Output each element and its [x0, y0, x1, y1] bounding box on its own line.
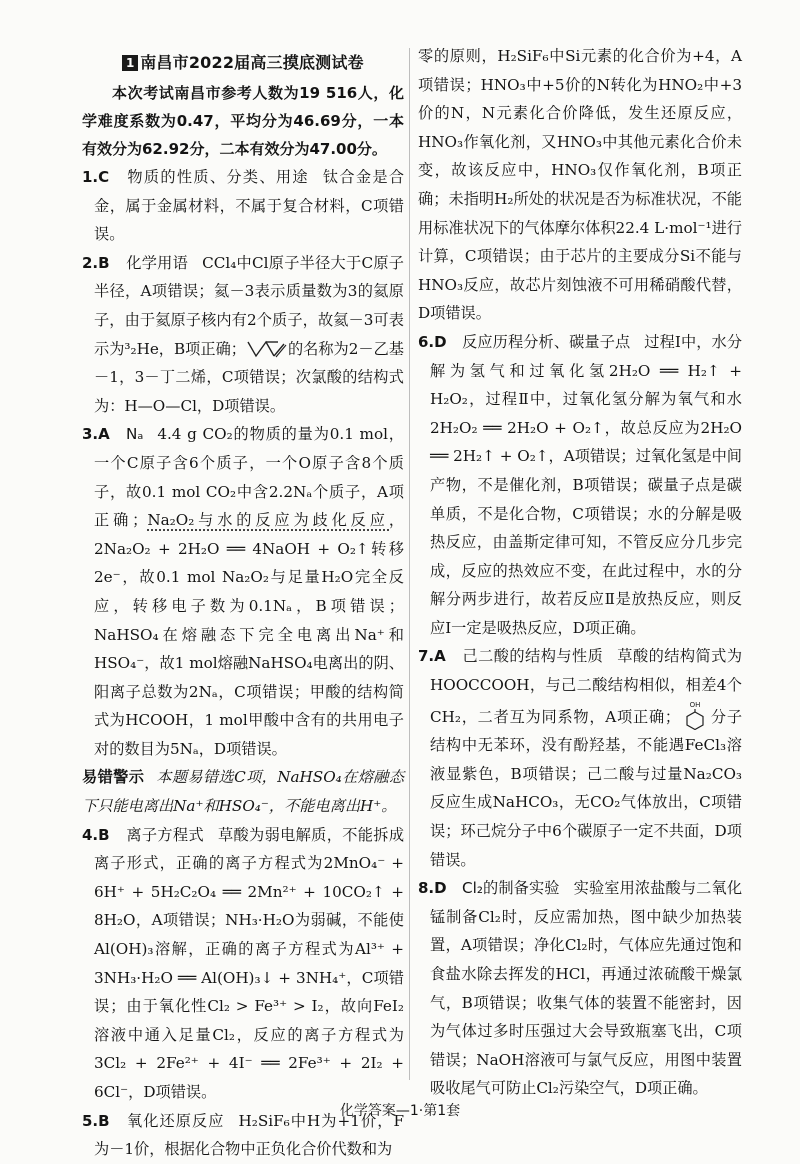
answer-text: 草酸的结构简式为HOOCCOOH，与己二酸结构相似，相差4个CH₂，二者互为同系物，A项正确；: [430, 647, 743, 726]
question-topic: Cl₂的制备实验: [462, 879, 560, 898]
question-number: 6.D: [418, 332, 447, 351]
question-topic: 反应历程分析、碳量子点: [462, 332, 631, 351]
exam-statistics: 本次考试南昌市参考人数为19 516人，化学难度系数为0.47，平均分为46.69分，一本有效分为62.92分，二本有效分为47.00分。: [82, 84, 404, 158]
question-number: 7.A: [418, 647, 446, 666]
diene-structure-icon: [246, 338, 288, 360]
answer-text-cont: 的名称为2－乙基－1，3－丁二烯，C项错误；次氯酸的结构式为：H—O—Cl，D项错误。: [94, 339, 404, 415]
page-footer: 化学答案—1·第1套: [339, 1103, 461, 1119]
answer-text: 实验室用浓盐酸与二氧化锰制备Cl₂时，反应需加热，图中缺少加热装置，A项错误；净化Cl₂时，气体应先通过饱和食盐水除去挥发的HCl，再通过浓硫酸干燥氯气，B项错误；收集气体的装置不能密封，因为气体过多时压强过大会导致瓶塞飞出，C项错误；NaOH溶液可与氯气反应，用图中装置吸收尾气可防止Cl₂污染空气，D项正确。: [430, 879, 743, 1098]
column-divider: [409, 48, 410, 1080]
answer-text: 过程Ⅰ中，水分解为氢气和过氧化氢2H₂O ══ H₂↑ + H₂O₂，过程Ⅱ中，过氧化氢分解为氧气和水2H₂O₂ ══ 2H₂O + O₂↑，故总反应为2H₂O ══ 2H₂↑ + O₂↑，A项错误；过氧化氢是中间产物，不是催化剂，B项错误；碳量子点是碳单质，不是化合物，C项错误；水的分解是吸热反应，由盖斯定律可知，不管反应分几步完成，反应的热效应不变，在此过程中，水的分解分两步进行，故若反应Ⅱ是放热反应，则反应Ⅰ一定是吸热反应，D项正确。: [430, 332, 743, 637]
question-number: 4.B: [82, 825, 110, 844]
answer-text-cont: ，2Na₂O₂ + 2H₂O ══ 4NaOH + O₂↑转移2e⁻，故0.1 mol Na₂O₂与足量H₂O完全反应，转移电子数为0.1Nₐ，B项错误；NaHSO₄在熔融态下完全电离出Na⁺和HSO₄⁻，故1 mol熔融NaHSO₄电离出的阴、阳离子总数为2Nₐ，C项错误；甲酸的结构简式为HCOOH，1 mol甲酸中含有的共用电子对的数目为5Nₐ，D项错误。: [94, 511, 405, 758]
answer-q4: [82, 821, 404, 1107]
page-title: [82, 50, 404, 73]
question-topic: 化学用语: [126, 253, 189, 272]
answer-q6: [418, 328, 742, 643]
answer-q5-continued: 零的原则，H₂SiF₆中Si元素的化合价为+4，A项错误；HNO₃中+5价的N转化为HNO₂中+3价的N，N元素化合价降低，发生还原反应，HNO₃作氧化剂，又HNO₃中其他元素化合价未变，故该反应中，HNO₃仅作氧化剂，B项正确；未指明H₂所处的状况是否为标准状况，不能用标准状况下的气体摩尔体积22.4 L·mol⁻¹进行计算，C项错误；由于芯片的主要成分Si不能与HNO₃反应，故芯片刻蚀液不可用稀硝酸代替，D项错误。: [418, 47, 742, 323]
underlined-note: Na₂O₂与水的反应为歧化反应: [147, 511, 389, 530]
warning-text: 本题易错选C项，NaHSO₄在熔融态下只能电离出Na⁺和HSO₄⁻，不能电离出H⁺。: [82, 768, 405, 816]
question-topic: Nₐ: [126, 425, 144, 444]
question-topic: 物质的性质、分类、用途: [126, 168, 309, 186]
answer-text: H₂SiF₆中H为+1价，F为－1价，根据化合物中正负化合价代数和为: [94, 1111, 404, 1159]
warning-heading: 易错警示: [82, 768, 145, 787]
error-warning: [82, 763, 404, 820]
question-number: 5.B: [82, 1111, 110, 1130]
answer-q2: [82, 249, 404, 421]
answer-q8: [418, 874, 742, 1103]
answer-text: 4.4 g CO₂的物质的量为0.1 mol，一个C原子含6个质子，一个O原子含8个质子，故0.1 mol CO₂中含2.2Nₐ个质子，A项正确；: [94, 425, 404, 530]
question-topic: 氧化还原反应: [126, 1111, 225, 1130]
question-topic: 己二酸的结构与性质: [462, 647, 604, 666]
answer-q7: [418, 642, 742, 874]
cyclohexanol-structure-icon: [680, 700, 710, 730]
section-number-badge: 1: [122, 55, 138, 71]
answer-text: 草酸为弱电解质，不能拆成离子形式，正确的离子方程式为2MnO₄⁻ + 6H⁺ + 5H₂C₂O₄ ══ 2Mn²⁺ + 10CO₂↑ + 8H₂O，A项错误；NH₃·H₂O为弱碱，不能使Al(OH)₃溶解，正确的离子方程式为Al³⁺ + 3NH₃·H₂O ══ Al(OH)₃↓ + 3NH₄⁺，C项错误；由于氧化性Cl₂ > Fe³⁺ > I₂，故向FeI₂溶液中通入足量Cl₂，反应的离子方程式为3Cl₂ + 2Fe²⁺ + 4I⁻ ══ 2Fe³⁺ + 2I₂ + 6Cl⁻，D项错误。: [94, 825, 405, 1101]
left-column: [82, 42, 404, 1164]
exam-title: 南昌市2022届高三摸底测试卷: [140, 53, 364, 72]
answer-text: CCl₄中Cl原子半径大于C原子半径，A项错误；氦－3表示质量数为3的氦原子，由于氦原子核内有2个质子，故氦－3可表示为³₂He，B项正确；: [94, 253, 404, 358]
answer-text-cont: 分子结构中无苯环，没有酚羟基，不能遇FeCl₃溶液显紫色，B项错误；己二酸与过量Na₂CO₃反应生成NaHCO₃，无CO₂气体放出，C项错误；环己烷分子中6个碳原子一定不共面，D项错误。: [430, 707, 743, 869]
question-number: 3.A: [82, 425, 110, 444]
question-number: 1.C: [82, 168, 110, 186]
answer-q3: [82, 420, 404, 763]
question-number: 2.B: [82, 253, 110, 272]
answer-q1: [82, 163, 404, 249]
answer-text: 钛合金是合金，属于金属材料，不属于复合材料，C项错误。: [94, 168, 404, 244]
right-column: [418, 42, 742, 1103]
oh-label: OH: [689, 700, 701, 709]
question-number: 8.D: [418, 879, 447, 898]
question-topic: 离子方程式: [126, 825, 204, 844]
